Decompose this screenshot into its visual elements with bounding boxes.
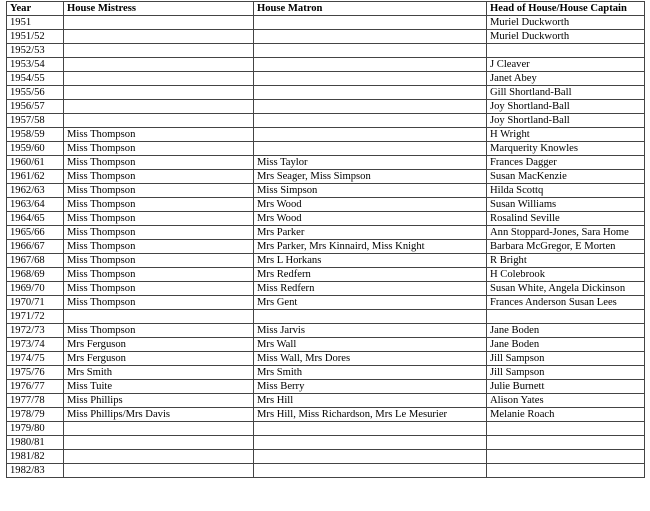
house-matron-cell bbox=[254, 30, 487, 44]
house-mistress-cell bbox=[64, 310, 254, 324]
head-of-house-cell bbox=[487, 44, 645, 58]
head-of-house-cell: Joy Shortland-Ball bbox=[487, 100, 645, 114]
house-mistress-cell bbox=[64, 30, 254, 44]
house-matron-cell: Mrs Hill bbox=[254, 394, 487, 408]
head-of-house-cell: Melanie Roach bbox=[487, 408, 645, 422]
house-matron-cell bbox=[254, 422, 487, 436]
head-of-house-cell: Frances Anderson Susan Lees bbox=[487, 296, 645, 310]
house-matron-cell bbox=[254, 100, 487, 114]
table-row bbox=[7, 184, 645, 198]
house-mistress-cell bbox=[64, 16, 254, 30]
column-header-house-matron: House Matron bbox=[254, 2, 487, 16]
head-of-house-cell: Susan White, Angela Dickinson bbox=[487, 282, 645, 296]
year-cell: 1954/55 bbox=[7, 72, 64, 86]
house-matron-cell bbox=[254, 86, 487, 100]
house-matron-cell: Miss Taylor bbox=[254, 156, 487, 170]
house-matron-cell: Miss Wall, Mrs Dores bbox=[254, 352, 487, 366]
table-row bbox=[7, 282, 645, 296]
house-mistress-cell: Miss Thompson bbox=[64, 240, 254, 254]
year-cell: 1981/82 bbox=[7, 450, 64, 464]
year-cell: 1959/60 bbox=[7, 142, 64, 156]
head-of-house-cell bbox=[487, 436, 645, 450]
table-row bbox=[7, 394, 645, 408]
house-matron-cell: Miss Simpson bbox=[254, 184, 487, 198]
house-mistress-cell bbox=[64, 422, 254, 436]
year-cell: 1973/74 bbox=[7, 338, 64, 352]
table-row bbox=[7, 16, 645, 30]
table-row bbox=[7, 128, 645, 142]
head-of-house-cell: Jane Boden bbox=[487, 338, 645, 352]
house-mistress-cell: Miss Thompson bbox=[64, 142, 254, 156]
table-header-row bbox=[7, 2, 645, 16]
house-matron-cell bbox=[254, 450, 487, 464]
head-of-house-cell: Marquerity Knowles bbox=[487, 142, 645, 156]
house-matron-cell: Mrs Wall bbox=[254, 338, 487, 352]
head-of-house-cell: Joy Shortland-Ball bbox=[487, 114, 645, 128]
column-header-house-mistress: House Mistress bbox=[64, 2, 254, 16]
house-matron-cell bbox=[254, 58, 487, 72]
house-mistress-cell: Miss Phillips/Mrs Davis bbox=[64, 408, 254, 422]
year-cell: 1968/69 bbox=[7, 268, 64, 282]
house-matron-cell: Mrs Gent bbox=[254, 296, 487, 310]
year-cell: 1951 bbox=[7, 16, 64, 30]
table-row bbox=[7, 240, 645, 254]
year-cell: 1976/77 bbox=[7, 380, 64, 394]
house-matron-cell: Mrs Hill, Miss Richardson, Mrs Le Mesurier bbox=[254, 408, 487, 422]
year-cell: 1962/63 bbox=[7, 184, 64, 198]
table-row bbox=[7, 254, 645, 268]
year-cell: 1977/78 bbox=[7, 394, 64, 408]
house-matron-cell bbox=[254, 44, 487, 58]
table-row bbox=[7, 422, 645, 436]
house-mistress-cell: Miss Phillips bbox=[64, 394, 254, 408]
table-row bbox=[7, 30, 645, 44]
house-mistress-cell: Miss Thompson bbox=[64, 268, 254, 282]
house-matron-cell: Mrs Parker bbox=[254, 226, 487, 240]
house-matron-cell: Mrs Redfern bbox=[254, 268, 487, 282]
table-row bbox=[7, 310, 645, 324]
house-matron-cell bbox=[254, 142, 487, 156]
house-mistress-cell: Miss Thompson bbox=[64, 296, 254, 310]
year-cell: 1980/81 bbox=[7, 436, 64, 450]
house-matron-cell: Mrs Wood bbox=[254, 212, 487, 226]
table-row bbox=[7, 268, 645, 282]
house-mistress-cell bbox=[64, 114, 254, 128]
table-row bbox=[7, 464, 645, 478]
year-cell: 1982/83 bbox=[7, 464, 64, 478]
house-mistress-cell: Miss Thompson bbox=[64, 170, 254, 184]
head-of-house-cell: Hilda Scottq bbox=[487, 184, 645, 198]
house-mistress-cell: Miss Thompson bbox=[64, 226, 254, 240]
house-matron-cell: Mrs Wood bbox=[254, 198, 487, 212]
house-mistress-cell bbox=[64, 450, 254, 464]
year-cell: 1963/64 bbox=[7, 198, 64, 212]
house-matron-cell bbox=[254, 114, 487, 128]
house-mistress-cell bbox=[64, 436, 254, 450]
head-of-house-cell: R Bright bbox=[487, 254, 645, 268]
head-of-house-cell: Susan MacKenzie bbox=[487, 170, 645, 184]
head-of-house-cell: Muriel Duckworth bbox=[487, 16, 645, 30]
house-mistress-cell: Miss Thompson bbox=[64, 198, 254, 212]
head-of-house-cell: Jill Sampson bbox=[487, 366, 645, 380]
house-mistress-cell bbox=[64, 86, 254, 100]
year-cell: 1970/71 bbox=[7, 296, 64, 310]
year-cell: 1965/66 bbox=[7, 226, 64, 240]
head-of-house-cell: Jane Boden bbox=[487, 324, 645, 338]
head-of-house-cell: Alison Yates bbox=[487, 394, 645, 408]
table-row bbox=[7, 58, 645, 72]
table-row bbox=[7, 72, 645, 86]
head-of-house-cell: Susan Williams bbox=[487, 198, 645, 212]
head-of-house-cell: Jill Sampson bbox=[487, 352, 645, 366]
table-row bbox=[7, 226, 645, 240]
house-mistress-cell: Miss Thompson bbox=[64, 254, 254, 268]
head-of-house-cell bbox=[487, 450, 645, 464]
house-mistress-cell: Miss Thompson bbox=[64, 212, 254, 226]
house-mistress-cell: Miss Tuite bbox=[64, 380, 254, 394]
house-mistress-cell bbox=[64, 58, 254, 72]
house-staff-table bbox=[6, 1, 645, 478]
house-mistress-cell bbox=[64, 72, 254, 86]
year-cell: 1969/70 bbox=[7, 282, 64, 296]
table-row bbox=[7, 436, 645, 450]
house-mistress-cell: Miss Thompson bbox=[64, 184, 254, 198]
house-matron-cell bbox=[254, 464, 487, 478]
house-matron-cell: Miss Berry bbox=[254, 380, 487, 394]
column-header-year: Year bbox=[7, 2, 64, 16]
year-cell: 1952/53 bbox=[7, 44, 64, 58]
year-cell: 1974/75 bbox=[7, 352, 64, 366]
table-body bbox=[7, 16, 645, 478]
house-matron-cell bbox=[254, 72, 487, 86]
house-matron-cell bbox=[254, 128, 487, 142]
house-staff-table-sheet bbox=[6, 1, 644, 478]
house-mistress-cell: Miss Thompson bbox=[64, 128, 254, 142]
house-mistress-cell: Mrs Smith bbox=[64, 366, 254, 380]
year-cell: 1971/72 bbox=[7, 310, 64, 324]
year-cell: 1953/54 bbox=[7, 58, 64, 72]
house-matron-cell: Miss Jarvis bbox=[254, 324, 487, 338]
house-mistress-cell: Miss Thompson bbox=[64, 156, 254, 170]
head-of-house-cell: H Colebrook bbox=[487, 268, 645, 282]
house-matron-cell: Mrs L Horkans bbox=[254, 254, 487, 268]
year-cell: 1951/52 bbox=[7, 30, 64, 44]
house-mistress-cell bbox=[64, 100, 254, 114]
head-of-house-cell: Muriel Duckworth bbox=[487, 30, 645, 44]
table-row bbox=[7, 156, 645, 170]
year-cell: 1958/59 bbox=[7, 128, 64, 142]
year-cell: 1972/73 bbox=[7, 324, 64, 338]
year-cell: 1955/56 bbox=[7, 86, 64, 100]
head-of-house-cell: Ann Stoppard-Jones, Sara Home bbox=[487, 226, 645, 240]
table-row bbox=[7, 408, 645, 422]
table-row bbox=[7, 380, 645, 394]
house-matron-cell bbox=[254, 16, 487, 30]
year-cell: 1966/67 bbox=[7, 240, 64, 254]
table-row bbox=[7, 114, 645, 128]
house-mistress-cell bbox=[64, 44, 254, 58]
table-row bbox=[7, 44, 645, 58]
house-matron-cell: Mrs Seager, Miss Simpson bbox=[254, 170, 487, 184]
house-mistress-cell: Miss Thompson bbox=[64, 324, 254, 338]
table-row bbox=[7, 142, 645, 156]
house-mistress-cell: Mrs Ferguson bbox=[64, 352, 254, 366]
year-cell: 1964/65 bbox=[7, 212, 64, 226]
house-mistress-cell: Mrs Ferguson bbox=[64, 338, 254, 352]
column-header-head-of-house: Head of House/House Captain bbox=[487, 2, 645, 16]
table-row bbox=[7, 324, 645, 338]
head-of-house-cell: Barbara McGregor, E Morten bbox=[487, 240, 645, 254]
house-mistress-cell: Miss Thompson bbox=[64, 282, 254, 296]
house-matron-cell: Miss Redfern bbox=[254, 282, 487, 296]
year-cell: 1957/58 bbox=[7, 114, 64, 128]
table-row bbox=[7, 450, 645, 464]
house-matron-cell: Mrs Smith bbox=[254, 366, 487, 380]
table-row bbox=[7, 86, 645, 100]
year-cell: 1956/57 bbox=[7, 100, 64, 114]
head-of-house-cell: Julie Burnett bbox=[487, 380, 645, 394]
table-row bbox=[7, 296, 645, 310]
house-matron-cell: Mrs Parker, Mrs Kinnaird, Miss Knight bbox=[254, 240, 487, 254]
head-of-house-cell bbox=[487, 422, 645, 436]
table-row bbox=[7, 212, 645, 226]
head-of-house-cell: H Wright bbox=[487, 128, 645, 142]
head-of-house-cell: Frances Dagger bbox=[487, 156, 645, 170]
table-row bbox=[7, 170, 645, 184]
head-of-house-cell: Janet Abey bbox=[487, 72, 645, 86]
head-of-house-cell: Rosalind Seville bbox=[487, 212, 645, 226]
table-row bbox=[7, 198, 645, 212]
house-matron-cell bbox=[254, 310, 487, 324]
house-mistress-cell bbox=[64, 464, 254, 478]
table-row bbox=[7, 352, 645, 366]
head-of-house-cell: J Cleaver bbox=[487, 58, 645, 72]
table-row bbox=[7, 100, 645, 114]
head-of-house-cell: Gill Shortland-Ball bbox=[487, 86, 645, 100]
year-cell: 1967/68 bbox=[7, 254, 64, 268]
head-of-house-cell bbox=[487, 464, 645, 478]
year-cell: 1960/61 bbox=[7, 156, 64, 170]
table-row bbox=[7, 338, 645, 352]
year-cell: 1975/76 bbox=[7, 366, 64, 380]
year-cell: 1979/80 bbox=[7, 422, 64, 436]
table-row bbox=[7, 366, 645, 380]
year-cell: 1961/62 bbox=[7, 170, 64, 184]
house-matron-cell bbox=[254, 436, 487, 450]
head-of-house-cell bbox=[487, 310, 645, 324]
year-cell: 1978/79 bbox=[7, 408, 64, 422]
